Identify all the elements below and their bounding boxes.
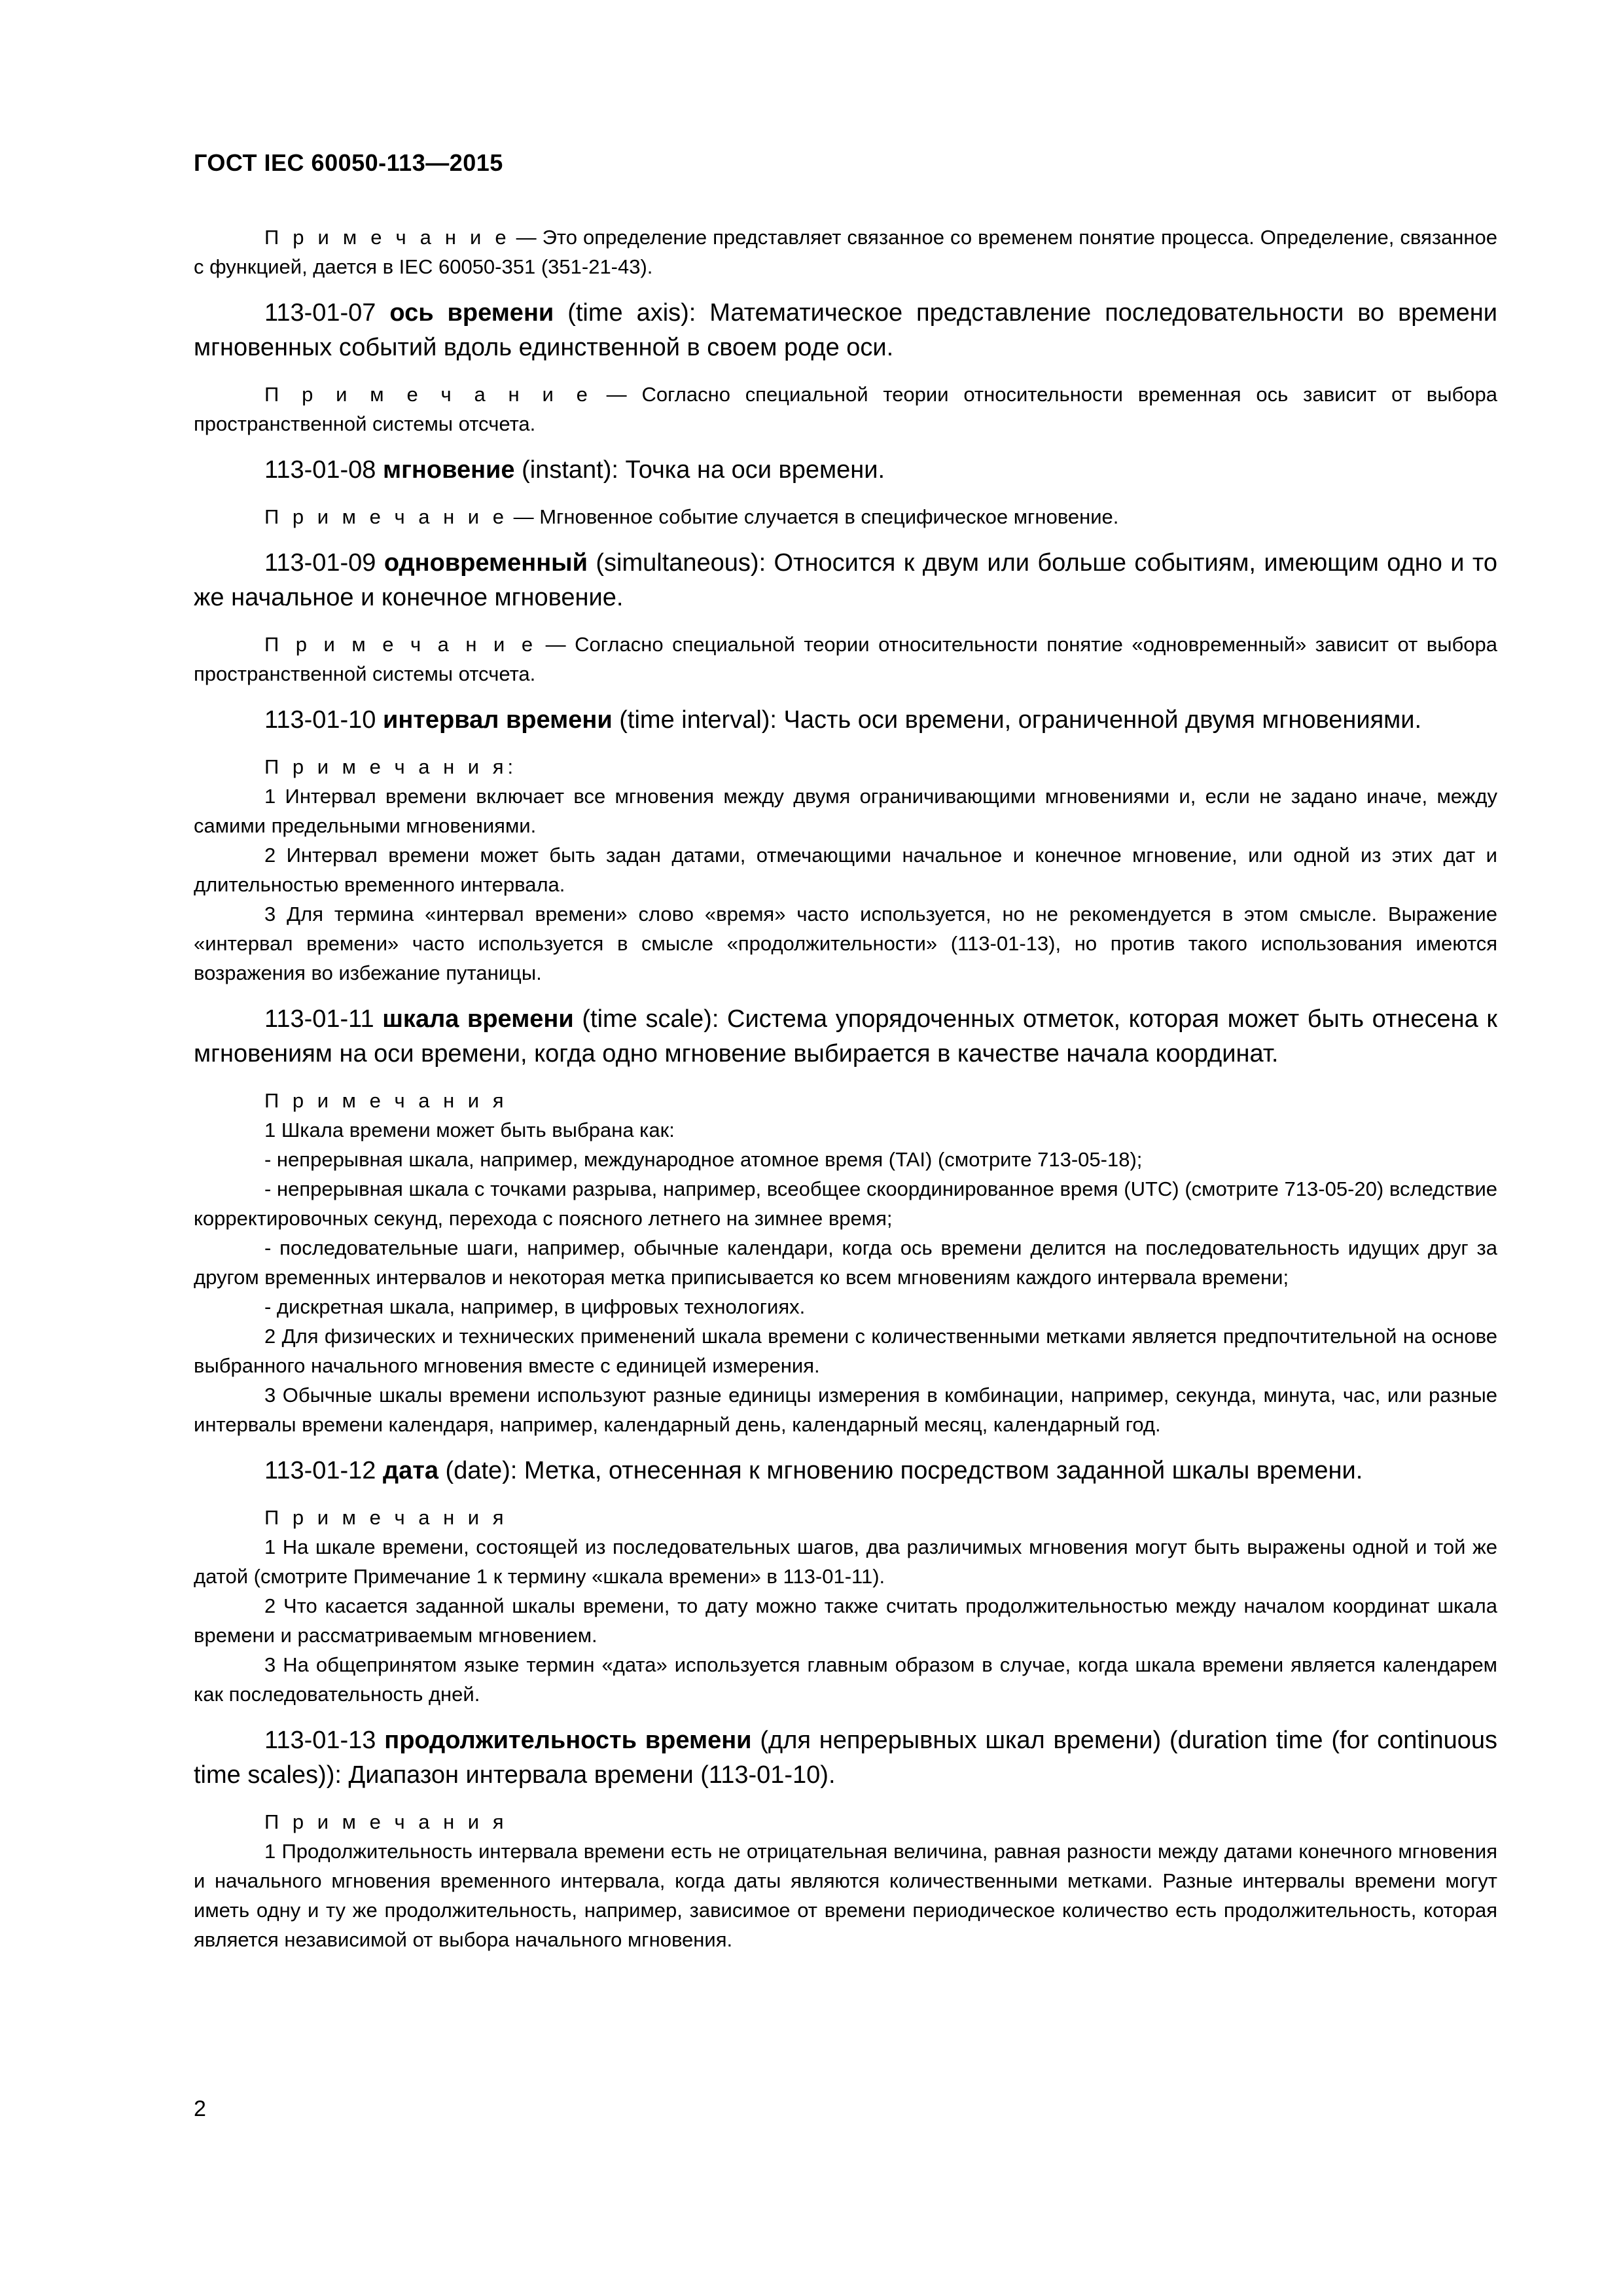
term-definition: (time scale): Система упорядоченных отметок, которая может быть отнесена к мгновениям на оси времени, когда одно мгновение выбирается в качестве начала координат. [194, 1005, 1497, 1067]
note-item: 2 Для физических и технических применений шкала времени с количественными метками является предпочтительной на основе выбранного начального мгновения вместе с единицей измерения. [194, 1325, 1497, 1377]
term-113-01-08 [194, 453, 1497, 488]
notes-113-01-13 [194, 1807, 1497, 1954]
notes-label: П р и м е ч а н и я [264, 1506, 508, 1529]
document-code-header: ГОСТ IEC 60050-113—2015 [194, 149, 503, 176]
note-subitem: - дискретная шкала, например, в цифровых технологиях. [264, 1295, 806, 1318]
term-number: 113-01-07 [264, 299, 390, 327]
notes-113-01-10 [194, 752, 1497, 988]
term-number: 113-01-12 [264, 1457, 383, 1484]
term-113-01-09 [194, 546, 1497, 615]
note-item: 2 Интервал времени может быть задан датами, отмечающими начальное и конечное мгновение, или одной из этих дат и длительностью временного интервала. [194, 844, 1497, 896]
note-item: 2 Что касается заданной шкалы времени, то дату можно также считать продолжительностью между началом координат шкала времени и рассматриваемым мгновением. [194, 1594, 1497, 1647]
term-definition: (simultaneous): Относится к двум или больше событиям, имеющим одно и то же начальное и конечное мгновение. [194, 549, 1497, 611]
note-subitem: - последовательные шаги, например, обычные календари, когда ось времени делится на последовательность идущих друг за другом временных интервалов и некоторая метка приписывается ко всем мгновениям каждого интервала времени; [194, 1236, 1497, 1289]
note-item: 1 Шкала времени может быть выбрана как: [264, 1119, 675, 1141]
document-body [194, 223, 1497, 1954]
note-text: — Это определение представляет связанное со временем понятие процесса. Определение, связанное с функцией, дается в IEC 60050-351 (351-21-43). [194, 226, 1497, 278]
note-text: — Согласно специальной теории относительности временная ось зависит от выбора пространственной системы отсчета. [194, 383, 1497, 435]
note-text: — Согласно специальной теории относительности понятие «одновременный» зависит от выбора пространственной системы отсчета. [194, 633, 1497, 685]
note-item: 3 На общепринятом языке термин «дата» используется главным образом в случае, когда шкала времени является календарем как последовательность дней. [194, 1653, 1497, 1706]
notes-label: П р и м е ч а н и я: [264, 755, 518, 778]
page-number: 2 [194, 2096, 206, 2121]
term-definition: (time interval): Часть оси времени, ограниченной двумя мгновениями. [612, 706, 1422, 734]
term-number: 113-01-09 [264, 549, 384, 577]
notes-label: П р и м е ч а н и я [264, 1089, 508, 1112]
term-name: одновременный [383, 549, 588, 577]
note-item: 3 Для термина «интервал времени» слово «время» часто используется, но не рекомендуется в этом смысле. Выражение «интервал времени» часто используется в смысле «продолжительности» (113-01-13), но против такого использования имеются возражения во избежание путаницы. [194, 903, 1497, 984]
term-name: интервал времени [382, 706, 613, 734]
term-number: 113-01-11 [264, 1005, 383, 1033]
note-text: — Мгновенное событие случается в специфическое мгновение. [507, 505, 1119, 528]
term-number: 113-01-08 [264, 456, 383, 484]
note-113-01-08 [194, 502, 1497, 531]
term-name: мгновение [382, 456, 515, 484]
note-item: 1 Интервал времени включает все мгновения между двумя ограничивающими мгновениями и, если не задано иначе, между самими предельными мгновениями. [194, 785, 1497, 837]
note-process [194, 223, 1497, 281]
note-item: 1 На шкале времени, состоящей из последовательных шагов, два различимых мгновения могут быть выражены одной и той же датой (смотрите Примечание 1 к термину «шкала времени» в 113-01-11). [194, 1535, 1497, 1588]
term-name: дата [382, 1457, 438, 1484]
note-113-01-07 [194, 380, 1497, 439]
term-number: 113-01-10 [264, 706, 383, 734]
note-subitem: - непрерывная шкала с точками разрыва, например, всеобщее скоординированное время (UTC) (смотрите 713-05-20) вследствие корректировочных секунд, перехода с поясного летнего на зимнее время; [194, 1177, 1497, 1230]
notes-113-01-12 [194, 1503, 1497, 1709]
note-label: П р и м е ч а н и е [264, 633, 537, 656]
term-definition: (time axis): Математическое представление последовательности во времени мгновенных событий вдоль единственной в своем роде оси. [194, 299, 1497, 361]
note-label: П р и м е ч а н и е [264, 505, 508, 528]
notes-113-01-11 [194, 1086, 1497, 1439]
notes-label: П р и м е ч а н и я [264, 1810, 508, 1833]
term-name: шкала времени [382, 1005, 574, 1033]
term-name: продолжительность времени [384, 1727, 752, 1754]
term-113-01-12 [194, 1454, 1497, 1488]
term-113-01-07 [194, 296, 1497, 365]
note-subitem: - непрерывная шкала, например, международное атомное время (TAI) (смотрите 713-05-18); [264, 1148, 1143, 1171]
note-label: П р и м е ч а н и е [264, 226, 510, 249]
note-item: 1 Продолжительность интервала времени есть не отрицательная величина, равная разности между датами конечного мгновения и начального мгновения временного интервала, когда даты являются количественными метками. Разные интервалы времени могут иметь одну и ту же продолжительность, например, зависимое от времени периодическое количество есть продолжительность, которая является независимой от выбора начального мгновения. [194, 1840, 1497, 1951]
note-item: 3 Обычные шкалы времени используют разные единицы измерения в комбинации, например, секунда, минута, час, или разные интервалы времени календаря, например, календарный день, календарный месяц, календарный год. [194, 1384, 1497, 1436]
note-label: П р и м е ч а н и е [264, 383, 592, 406]
term-definition: (date): Метка, отнесенная к мгновению посредством заданной шкалы времени. [438, 1457, 1363, 1484]
term-definition: (для непрерывных шкал времени) (duration time (for continuous time scales)): Диапазон интервала времени (113-01-10). [194, 1727, 1497, 1789]
term-definition: (instant): Точка на оси времени. [514, 456, 885, 484]
term-number: 113-01-13 [264, 1727, 385, 1754]
note-113-01-09 [194, 630, 1497, 689]
term-name: ось времени [389, 299, 554, 327]
term-113-01-11 [194, 1002, 1497, 1071]
term-113-01-10 [194, 703, 1497, 738]
term-113-01-13 [194, 1723, 1497, 1793]
